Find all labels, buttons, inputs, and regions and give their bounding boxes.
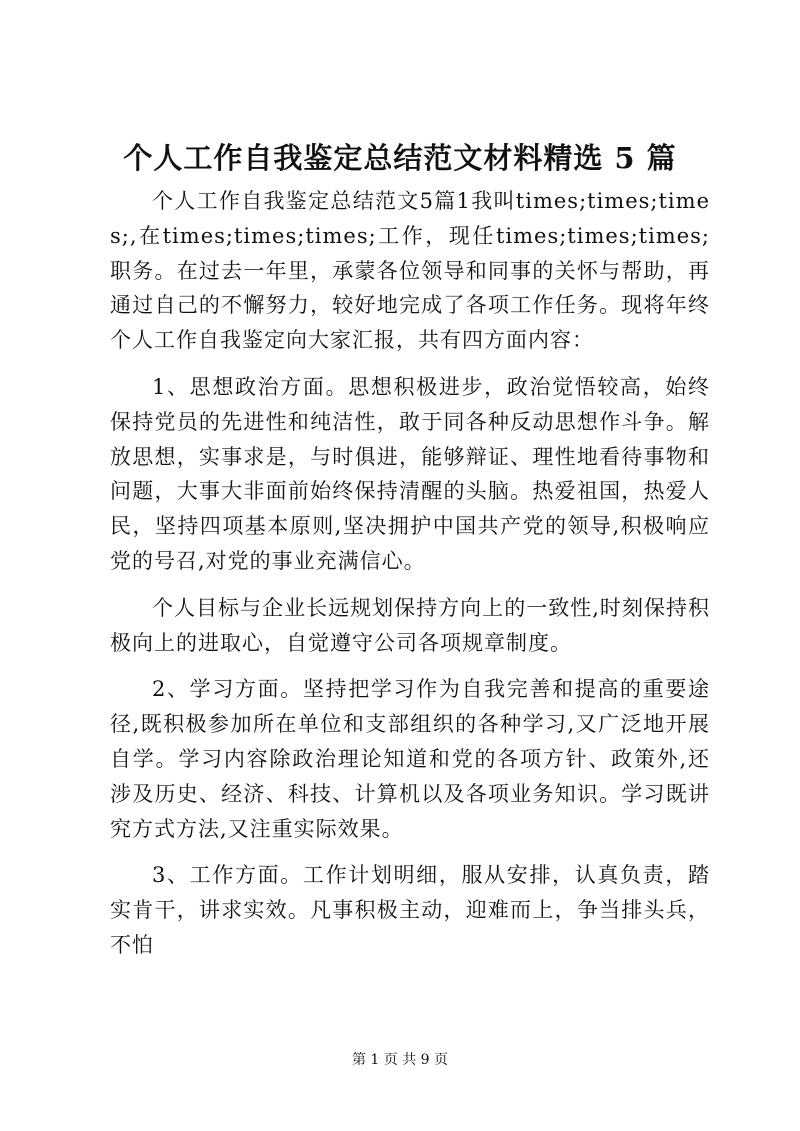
- document-title: 个人工作自我鉴定总结范文材料精选 5 篇: [123, 141, 677, 175]
- paragraph-political: 1、思想政治方面。思想积极进步，政治觉悟较高，始终保持党员的先进性和纯洁性，敢于同各种反动思想作斗争。解放思想，实事求是，与时俱进，能够辩证、理性地看待事物和问题，大事大非面前始终保持清醒的头脑。热爱祖国，热爱人民，坚持四项基本原则,坚决拥护中国共产党的领导,积极响应党的号召,对党的事业充满信心。: [110, 374, 710, 573]
- document-body: [110, 184, 710, 963]
- page-number-footer: 第 1 页 共 9 页: [351, 1052, 449, 1068]
- paragraph-goals: 个人目标与企业长远规划保持方向上的一致性,时刻保持积极向上的进取心，自觉遵守公司各项规章制度。: [110, 595, 710, 655]
- paragraph-work: 3、工作方面。工作计划明细，服从安排，认真负责，踏实肯干，讲求实效。凡事积极主动，迎难而上，争当排头兵，不怕: [110, 863, 710, 957]
- paragraph-study: 2、学习方面。坚持把学习作为自我完善和提高的重要途径,既积极参加所在单位和支部组织的各种学习,又广泛地开展自学。学习内容除政治理论知道和党的各项方针、政策外,还涉及历史、经济、科技、计算机以及各项业务知识。学习既讲究方式方法,又注重实际效果。: [110, 677, 710, 841]
- paragraph-intro: 个人工作自我鉴定总结范文5篇1我叫times;times;times;,在times;times;times;工作，现任times;times;times;职务。在过去一年里，承蒙各位领导和同事的关怀与帮助，再通过自己的不懈努力，较好地完成了各项工作任务。现将年终个人工作自我鉴定向大家汇报，共有四方面内容：: [110, 189, 710, 353]
